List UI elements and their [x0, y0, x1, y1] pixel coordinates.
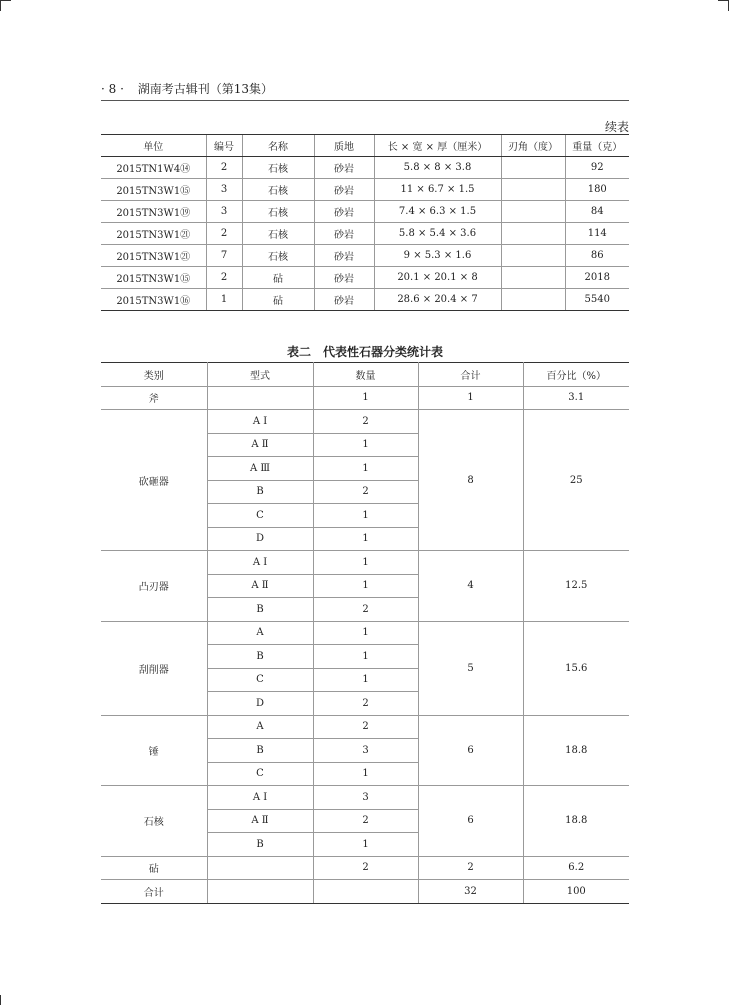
- type-cell: D: [207, 527, 313, 551]
- table-title: 表二 代表性石器分类统计表: [286, 345, 443, 359]
- count-cell: 1: [313, 668, 418, 692]
- table-row: [101, 786, 629, 810]
- type-cell: A: [207, 621, 313, 645]
- table-row: [101, 245, 629, 267]
- table-cell: 2015TN3W1⑮: [101, 267, 206, 289]
- table-row: [101, 267, 629, 289]
- category-cell: 锤: [101, 715, 207, 786]
- col-header: 单位: [101, 135, 206, 157]
- table-cell: 180: [565, 179, 629, 201]
- category-cell: 凸刃器: [101, 551, 207, 622]
- table-cell: 砂岩: [314, 201, 374, 223]
- table-cell: 2015TN3W1㉑: [101, 223, 206, 245]
- table-row: [101, 201, 629, 223]
- table-cell: 2015TN3W1⑮: [101, 179, 206, 201]
- count-cell: 1: [313, 433, 418, 457]
- count-cell: 2: [313, 410, 418, 434]
- continued-label: 续表: [604, 120, 629, 134]
- total-cell: 2: [418, 856, 523, 880]
- percent-cell: 6.2: [523, 856, 629, 880]
- count-cell: [313, 880, 418, 904]
- table-row: [101, 621, 629, 645]
- col-header: 合计: [418, 363, 523, 387]
- stone-tool-stats-table: [101, 362, 629, 904]
- table-cell: 92: [565, 157, 629, 179]
- table-cell: [501, 267, 565, 289]
- percent-cell: 25: [523, 410, 629, 551]
- percent-cell: 18.8: [523, 715, 629, 786]
- table-cell: 砂岩: [314, 289, 374, 311]
- table-cell: 5.8 × 5.4 × 3.6: [374, 223, 501, 245]
- count-cell: 1: [313, 457, 418, 481]
- page-number: · 8 ·: [101, 82, 124, 96]
- table-cell: 5.8 × 8 × 3.8: [374, 157, 501, 179]
- table-cell: [501, 223, 565, 245]
- table-cell: 2: [206, 223, 242, 245]
- table-row: [101, 715, 629, 739]
- table-row: [101, 223, 629, 245]
- count-cell: 2: [313, 480, 418, 504]
- table-cell: [501, 179, 565, 201]
- type-cell: C: [207, 668, 313, 692]
- col-header: 质地: [314, 135, 374, 157]
- type-cell: B: [207, 645, 313, 669]
- crop-mark-bottom-left: [0, 995, 11, 1005]
- type-cell: A Ⅲ: [207, 457, 313, 481]
- type-cell: A Ⅰ: [207, 786, 313, 810]
- type-cell: B: [207, 833, 313, 857]
- count-cell: 3: [313, 786, 418, 810]
- col-header: 数量: [313, 363, 418, 387]
- table-cell: 砂岩: [314, 179, 374, 201]
- type-cell: D: [207, 692, 313, 716]
- table-cell: 2018: [565, 267, 629, 289]
- table-cell: 2015TN3W1⑯: [101, 289, 206, 311]
- type-cell: A Ⅰ: [207, 410, 313, 434]
- table-cell: 84: [565, 201, 629, 223]
- table-cell: 2015TN3W1㉑: [101, 245, 206, 267]
- percent-cell: 18.8: [523, 786, 629, 857]
- col-header: 类别: [101, 363, 207, 387]
- crop-mark-top-right: [718, 0, 729, 11]
- category-cell: 斧: [101, 386, 207, 410]
- table-cell: 2: [206, 267, 242, 289]
- col-header: 重量（克）: [565, 135, 629, 157]
- table-cell: 9 × 5.3 × 1.6: [374, 245, 501, 267]
- running-header: [101, 80, 629, 97]
- count-cell: 1: [313, 621, 418, 645]
- col-header: 型式: [207, 363, 313, 387]
- count-cell: 1: [313, 833, 418, 857]
- total-cell: 4: [418, 551, 523, 622]
- table-cell: 石核: [242, 179, 314, 201]
- total-cell: 1: [418, 386, 523, 410]
- table-header-row: [101, 363, 629, 387]
- table-cell: [501, 289, 565, 311]
- table-cell: 86: [565, 245, 629, 267]
- type-cell: C: [207, 762, 313, 786]
- type-cell: B: [207, 480, 313, 504]
- type-cell: A Ⅱ: [207, 433, 313, 457]
- table-row: [101, 289, 629, 311]
- count-cell: 1: [313, 574, 418, 598]
- table-cell: 11 × 6.7 × 1.5: [374, 179, 501, 201]
- count-cell: 1: [313, 527, 418, 551]
- col-header: 刃角（度）: [501, 135, 565, 157]
- table-row: [101, 551, 629, 575]
- table-cell: [501, 201, 565, 223]
- table-cell: 石核: [242, 223, 314, 245]
- table-cell: 砧: [242, 267, 314, 289]
- table-cell: 114: [565, 223, 629, 245]
- table-cell: [501, 245, 565, 267]
- type-cell: B: [207, 598, 313, 622]
- artifact-table: [101, 134, 629, 311]
- type-cell: C: [207, 504, 313, 528]
- table-cell: 石核: [242, 245, 314, 267]
- category-cell: 石核: [101, 786, 207, 857]
- table-row: [101, 157, 629, 179]
- table-cell: 2015TN3W1⑲: [101, 201, 206, 223]
- col-header: 长 × 宽 × 厚（厘米）: [374, 135, 501, 157]
- table-cell: 砂岩: [314, 223, 374, 245]
- count-cell: 2: [313, 856, 418, 880]
- table-cell: 3: [206, 179, 242, 201]
- table-cell: 2: [206, 157, 242, 179]
- total-cell: 6: [418, 786, 523, 857]
- table-cell: 20.1 × 20.1 × 8: [374, 267, 501, 289]
- type-cell: [207, 880, 313, 904]
- table-header-row: [101, 135, 629, 157]
- category-cell: 合计: [101, 880, 207, 904]
- type-cell: A Ⅰ: [207, 551, 313, 575]
- table-cell: 石核: [242, 201, 314, 223]
- table-cell: 石核: [242, 157, 314, 179]
- table-row: [101, 880, 629, 904]
- table-cell: 5540: [565, 289, 629, 311]
- count-cell: 2: [313, 809, 418, 833]
- count-cell: 1: [313, 762, 418, 786]
- col-header: 名称: [242, 135, 314, 157]
- category-cell: 刮削器: [101, 621, 207, 715]
- count-cell: 1: [313, 645, 418, 669]
- header-rule: [101, 100, 629, 101]
- percent-cell: 12.5: [523, 551, 629, 622]
- col-header: 百分比（%）: [523, 363, 629, 387]
- table-cell: 砂岩: [314, 245, 374, 267]
- total-cell: 8: [418, 410, 523, 551]
- table-cell: [501, 157, 565, 179]
- type-cell: [207, 856, 313, 880]
- type-cell: [207, 386, 313, 410]
- percent-cell: 3.1: [523, 386, 629, 410]
- type-cell: A Ⅱ: [207, 809, 313, 833]
- count-cell: 1: [313, 551, 418, 575]
- count-cell: 3: [313, 739, 418, 763]
- count-cell: 2: [313, 692, 418, 716]
- count-cell: 1: [313, 504, 418, 528]
- total-cell: 5: [418, 621, 523, 715]
- table-row: [101, 386, 629, 410]
- journal-title: 湖南考古辑刊（第13集）: [137, 82, 274, 96]
- category-cell: 砍砸器: [101, 410, 207, 551]
- table-cell: 3: [206, 201, 242, 223]
- count-cell: 2: [313, 715, 418, 739]
- table-cell: 7: [206, 245, 242, 267]
- col-header: 编号: [206, 135, 242, 157]
- type-cell: A: [207, 715, 313, 739]
- table-row: [101, 856, 629, 880]
- table-cell: 砂岩: [314, 157, 374, 179]
- category-cell: 砧: [101, 856, 207, 880]
- count-cell: 2: [313, 598, 418, 622]
- table-row: [101, 179, 629, 201]
- type-cell: B: [207, 739, 313, 763]
- type-cell: A Ⅱ: [207, 574, 313, 598]
- table-cell: 砧: [242, 289, 314, 311]
- crop-mark-top-left: [0, 0, 11, 11]
- table-cell: 1: [206, 289, 242, 311]
- table-cell: 砂岩: [314, 267, 374, 289]
- table-cell: 2015TN1W4⑭: [101, 157, 206, 179]
- table-cell: 28.6 × 20.4 × 7: [374, 289, 501, 311]
- total-cell: 6: [418, 715, 523, 786]
- table-row: [101, 410, 629, 434]
- percent-cell: 100: [523, 880, 629, 904]
- table-cell: 7.4 × 6.3 × 1.5: [374, 201, 501, 223]
- count-cell: 1: [313, 386, 418, 410]
- percent-cell: 15.6: [523, 621, 629, 715]
- total-cell: 32: [418, 880, 523, 904]
